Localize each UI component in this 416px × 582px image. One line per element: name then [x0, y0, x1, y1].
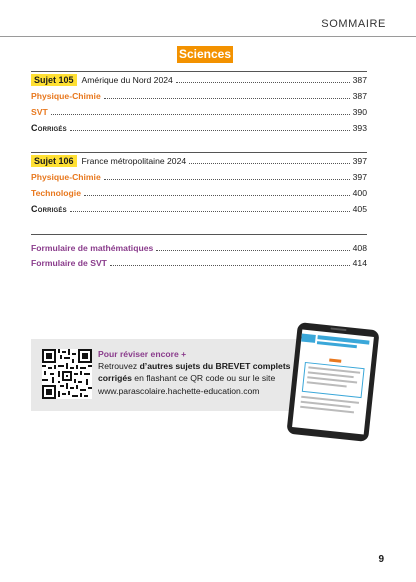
- sujet-badge: Sujet 105: [31, 74, 77, 86]
- page-number-ref: 387: [352, 91, 367, 101]
- toc-row-sujet-105[interactable]: [31, 72, 367, 86]
- sujet-badge: Sujet 106: [31, 155, 77, 167]
- toc-row-technologie[interactable]: [31, 185, 367, 199]
- page-number-ref: 408: [352, 243, 367, 253]
- page-number-ref: 414: [352, 258, 367, 268]
- toc-row-formulaire-svt[interactable]: [31, 255, 367, 269]
- phone-screen: [292, 330, 374, 435]
- toc-entry-label: Corrigés: [31, 204, 67, 214]
- toc-entry-label: Physique-Chimie: [31, 91, 101, 101]
- toc-entry-label: Formulaire de mathématiques: [31, 243, 154, 253]
- toc-entry-label: Technologie: [31, 188, 81, 198]
- toc-entry-label: SVT: [31, 107, 48, 117]
- promo-title: Pour réviser encore +: [98, 349, 187, 359]
- leader-dots: [110, 265, 350, 266]
- toc-row-sujet-106[interactable]: [31, 153, 367, 167]
- leader-dots: [51, 114, 350, 115]
- sujet-label: [31, 155, 186, 167]
- sujet-title: Amérique du Nord 2024: [81, 75, 173, 85]
- toc-row-physique-chimie[interactable]: [31, 169, 367, 183]
- header-divider: [0, 36, 416, 37]
- leader-dots: [156, 250, 349, 251]
- promo-line-2: [98, 372, 290, 384]
- group-top-rule: [31, 234, 367, 235]
- toc-entry-label: Formulaire de SVT: [31, 258, 107, 268]
- page-number-ref: 397: [352, 156, 367, 166]
- leader-dots: [70, 130, 350, 131]
- page-header-title: SOMMAIRE: [321, 18, 386, 30]
- page-number-ref: 390: [352, 107, 367, 117]
- page-number-ref: 405: [352, 204, 367, 214]
- promo-line-2-bold: corrigés: [98, 373, 132, 384]
- toc-entry-label: Physique-Chimie: [31, 172, 101, 182]
- section-title: Sciences: [178, 47, 232, 61]
- promo-line-1-bold: d’autres sujets du BREVET complets: [139, 361, 291, 372]
- page-number: 9: [378, 554, 384, 565]
- toc-row-corriges[interactable]: [31, 120, 367, 134]
- sujet-label: [31, 74, 173, 86]
- promo-line-1: [98, 360, 290, 372]
- page-number-ref: 400: [352, 188, 367, 198]
- leader-dots: [104, 98, 350, 99]
- leader-dots: [176, 82, 350, 83]
- qr-code-icon[interactable]: [42, 349, 92, 399]
- smartphone-illustration: [286, 322, 379, 442]
- page-number-ref: 393: [352, 123, 367, 133]
- promo-text: [98, 348, 290, 397]
- toc-row-corriges[interactable]: [31, 201, 367, 215]
- toc-row-formulaire-maths[interactable]: [31, 240, 367, 254]
- phone-tab: [301, 333, 316, 342]
- phone-year-bar: [329, 358, 341, 362]
- promo-url-link[interactable]: www.parascolaire.hachette-education.com: [98, 385, 260, 396]
- toc-row-physique-chimie[interactable]: [31, 88, 367, 102]
- toc-row-svt[interactable]: [31, 104, 367, 118]
- promo-line-1-pre: Retrouvez: [98, 361, 140, 372]
- sujet-title: France métropolitaine 2024: [81, 156, 187, 166]
- leader-dots: [104, 179, 350, 180]
- page-number-ref: 387: [352, 75, 367, 85]
- phone-notch: [330, 327, 346, 331]
- leader-dots: [70, 211, 350, 212]
- leader-dots: [189, 163, 350, 164]
- leader-dots: [84, 195, 350, 196]
- promo-line-2-post: en flashant ce QR code ou sur le site: [131, 373, 276, 384]
- page-number-ref: 397: [352, 172, 367, 182]
- toc-entry-label: Corrigés: [31, 123, 67, 133]
